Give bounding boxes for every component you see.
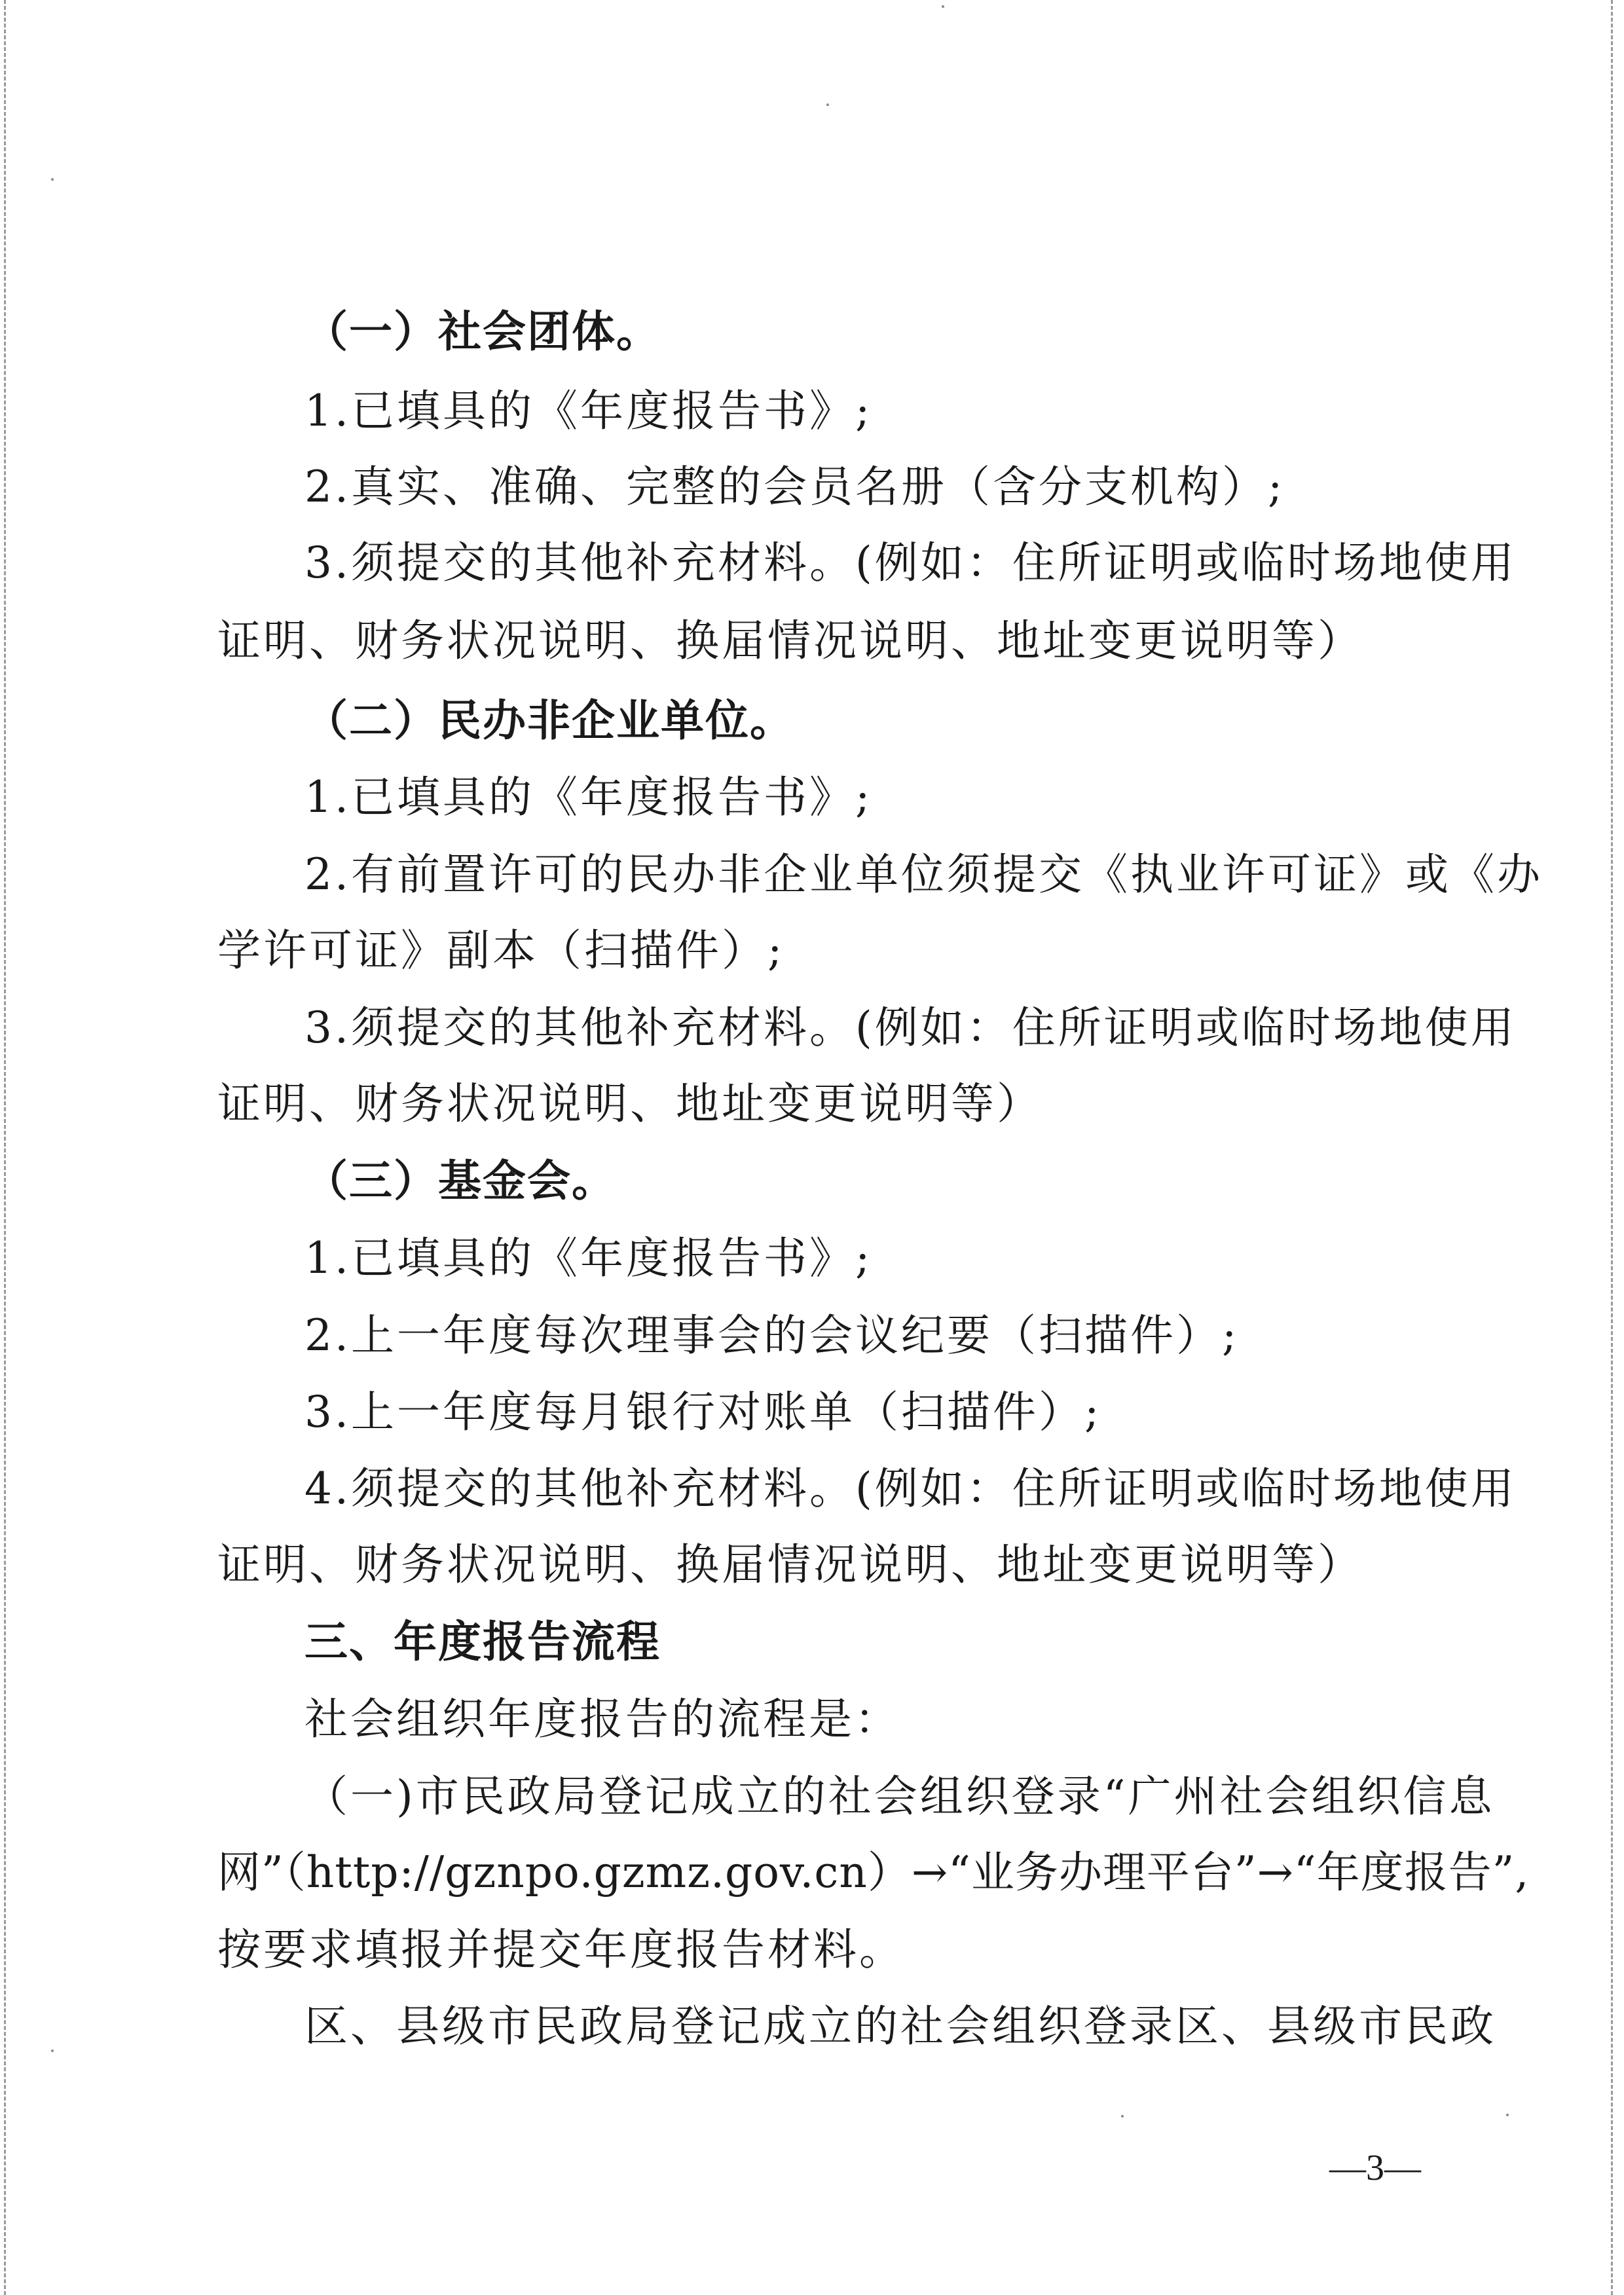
section-heading-social-groups: （一）社会团体。: [304, 306, 661, 357]
section-heading-private-non-enterprise: （二）民办非企业单位。: [304, 695, 794, 746]
page-number: —3—: [1329, 2148, 1421, 2188]
paragraph: 社会组织年度报告的流程是：: [304, 1694, 900, 1744]
paragraph-continuation: 按要求填报并提交年度报告材料。: [217, 1924, 905, 1975]
scan-speck: [942, 5, 944, 8]
list-item-continuation: 证明、财务状况说明、地址变更说明等）: [217, 1078, 1043, 1129]
paragraph: 区、县级市民政局登记成立的社会组织登录区、县级市民政: [304, 2001, 1496, 2051]
scan-edge-right: [1611, 0, 1613, 2295]
list-item: 1.已填具的《年度报告书》;: [304, 1233, 873, 1283]
list-item: 1.已填具的《年度报告书》;: [304, 772, 873, 822]
list-item: 2.真实、准确、完整的会员名册（含分支机构）;: [304, 462, 1285, 512]
list-item: 2.有前置许可的民办非企业单位须提交《执业许可证》或《办: [304, 849, 1543, 900]
list-item: 1.已填具的《年度报告书》;: [304, 386, 873, 436]
list-item: 3.须提交的其他补充材料。(例如：住所证明或临时场地使用: [304, 538, 1517, 588]
list-item: 2.上一年度每次理事会的会议纪要（扫描件）;: [304, 1310, 1240, 1361]
scan-edge-left: [4, 0, 6, 2295]
list-item: 3.上一年度每月银行对账单（扫描件）;: [304, 1387, 1102, 1437]
scan-speck: [826, 103, 829, 106]
scan-speck: [1506, 2114, 1509, 2116]
list-item-continuation: 学许可证》副本（扫描件）;: [217, 925, 785, 976]
section-heading-annual-report-process: 三、年度报告流程: [304, 1617, 661, 1667]
list-item-continuation: 证明、财务状况说明、换届情况说明、地址变更说明等）: [217, 1539, 1363, 1590]
list-item: 4.须提交的其他补充材料。(例如：住所证明或临时场地使用: [304, 1463, 1517, 1514]
scan-speck: [51, 178, 54, 181]
section-heading-foundations: （三）基金会。: [304, 1156, 616, 1206]
scan-speck: [51, 2049, 54, 2052]
list-item-continuation: 证明、财务状况说明、换届情况说明、地址变更说明等）: [217, 615, 1363, 666]
list-item: 3.须提交的其他补充材料。(例如：住所证明或临时场地使用: [304, 1002, 1517, 1053]
paragraph: （一)市民政局登记成立的社会组织登录“广州社会组织信息: [304, 1771, 1495, 1822]
paragraph-continuation: 网”（http://gznpo.gzmz.gov.cn）→“业务办理平台”→“年度报告”,: [217, 1847, 1530, 1898]
scan-speck: [1121, 2115, 1124, 2118]
